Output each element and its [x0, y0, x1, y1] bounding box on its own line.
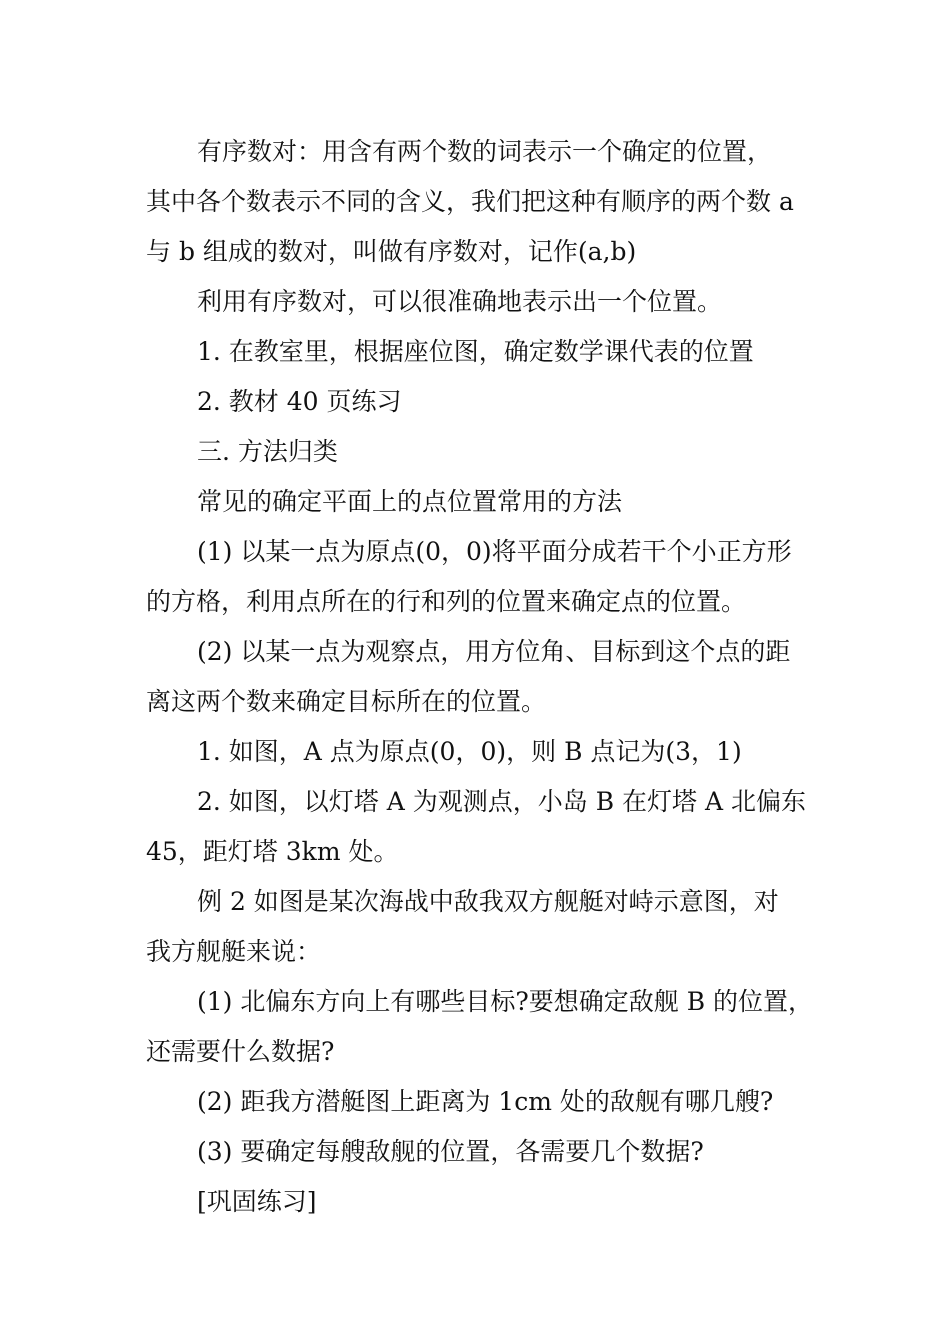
text-line: 常见的确定平面上的点位置常用的方法	[197, 487, 623, 516]
section-heading-methods: 三. 方法归类	[197, 437, 338, 466]
text-line: 我方舰艇来说：	[146, 937, 322, 966]
text-line: 利用有序数对，可以很准确地表示出一个位置。	[197, 287, 723, 316]
text-line: 离这两个数来确定目标所在的位置。	[146, 687, 547, 716]
text-line: 45，距灯塔 3km 处。	[146, 837, 399, 866]
text-line-example-1: 1. 如图，A 点为原点(0，0)，则 B 点记为(3，1)	[197, 737, 742, 766]
text-line-ordered-pair-definition: 有序数对：用含有两个数的词表示一个确定的位置，	[197, 137, 773, 166]
text-line-method-2: (2) 以某一点为观察点，用方位角、目标到这个点的距	[197, 637, 791, 666]
text-line: 还需要什么数据?	[146, 1037, 335, 1066]
text-line-question-1: (1) 北偏东方向上有哪些目标?要想确定敌舰 B 的位置，	[197, 987, 814, 1016]
text-line-example-2: 2. 如图，以灯塔 A 为观测点，小岛 B 在灯塔 A 北偏东	[197, 787, 806, 816]
text-line-item-2: 2. 教材 40 页练习	[197, 387, 402, 416]
section-heading-practice: [巩固练习]	[197, 1187, 317, 1216]
text-line-question-2: (2) 距我方潜艇图上距离为 1cm 处的敌舰有哪几艘?	[197, 1087, 774, 1116]
text-line: 其中各个数表示不同的含义，我们把这种有顺序的两个数 a	[146, 187, 794, 216]
text-line: 与 b 组成的数对，叫做有序数对，记作(a,b)	[146, 237, 637, 266]
text-line: 的方格，利用点所在的行和列的位置来确定点的位置。	[146, 587, 747, 616]
text-line-question-3: (3) 要确定每艘敌舰的位置，各需要几个数据?	[197, 1137, 704, 1166]
text-line-item-1: 1. 在教室里，根据座位图，确定数学课代表的位置	[197, 337, 754, 366]
text-line-example-heading: 例 2 如图是某次海战中敌我双方舰艇对峙示意图，对	[197, 887, 779, 916]
text-line-method-1: (1) 以某一点为原点(0，0)将平面分成若干个小正方形	[197, 537, 792, 566]
